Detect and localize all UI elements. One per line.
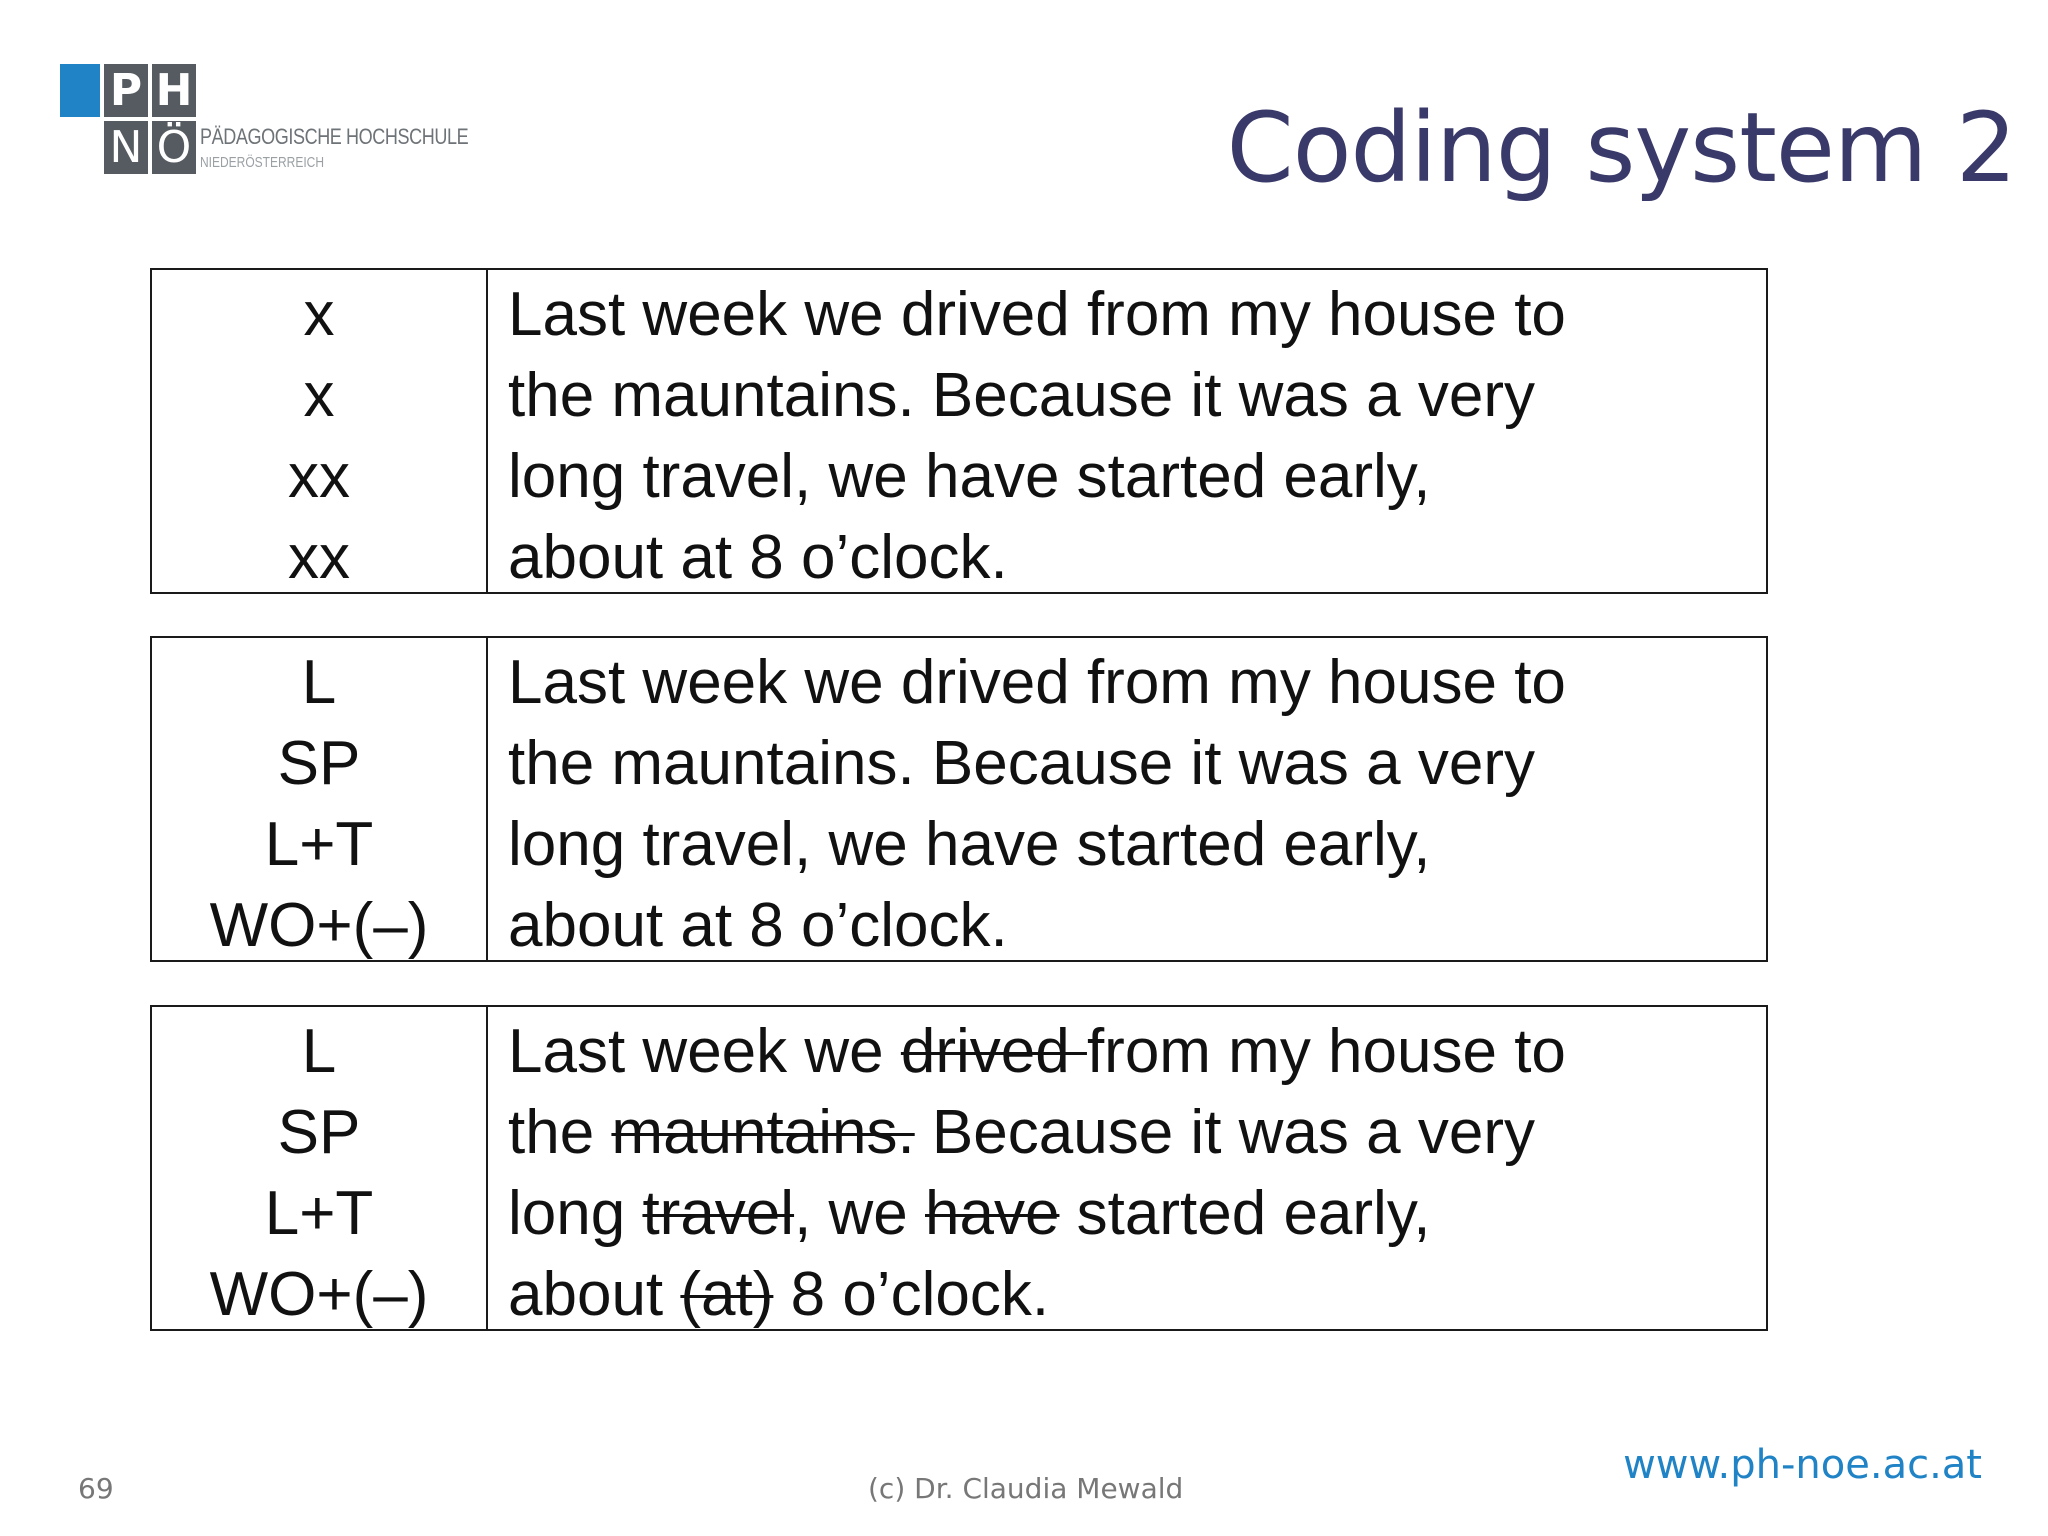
text-line: about at 8 o’clock. [508,523,1008,592]
code-label: WO+(–) [209,891,429,960]
corrected-line [508,1254,1566,1335]
text-line: Last week we drived from my house to [508,648,1566,717]
text-segment: Because it was a very [914,1098,1535,1167]
text-segment: , we [794,1179,925,1248]
logo-mark [60,64,200,184]
text-segment: the [508,1098,612,1167]
corrected-line [508,1011,1566,1092]
text-segment: started early, [1059,1179,1431,1248]
struck-word: travel [642,1179,795,1248]
text-line: long travel, we have started early, [508,442,1431,511]
code-label: WO+(–) [209,1260,429,1329]
code-label: L+T [264,1179,374,1248]
code-label: L [301,1017,337,1086]
text-line: about at 8 o’clock. [508,891,1008,960]
coding-table-3 [150,1005,1768,1331]
text-line: the mauntains. Because it was a very [508,729,1535,798]
struck-word: mauntains. [611,1098,915,1167]
logo-letter-p: P [104,64,148,117]
text-segment: long [508,1179,643,1248]
text-column [488,1007,1566,1329]
logo-line-2: NIEDERÖSTERREICH [200,154,325,171]
code-column [152,1007,488,1329]
footer-copyright: (c) Dr. Claudia Mewald [868,1472,1184,1505]
code-column [152,270,488,592]
code-label: L+T [264,810,374,879]
struck-word: (at) [680,1260,774,1329]
logo-blue-block [60,64,100,117]
logo-letter-n: N [104,121,148,174]
footer-url-link[interactable]: www.ph-noe.ac.at [1623,1442,1982,1488]
coding-table-2 [150,636,1768,962]
code-label: SP [277,729,361,798]
code-label: x [303,361,335,430]
text-column [488,270,1566,592]
logo-wordmark [200,124,527,171]
code-label: xx [288,442,350,511]
code-label: xx [288,523,350,592]
text-segment: Last week we [508,1017,901,1086]
text-segment: about [508,1260,681,1329]
text-segment: from my house to [1086,1017,1566,1086]
struck-word: have [925,1179,1060,1248]
text-line: Last week we drived from my house to [508,280,1566,349]
struck-word: drived [900,1017,1087,1086]
coding-table-1 [150,268,1768,594]
logo-letter-h: H [152,64,196,117]
text-column [488,638,1566,960]
code-label: x [303,280,335,349]
corrected-line [508,1092,1566,1173]
logo-letter-o: Ö [152,121,196,174]
text-line: long travel, we have started early, [508,810,1431,879]
code-label: L [301,648,337,717]
text-segment: 8 o’clock. [773,1260,1050,1329]
code-column [152,638,488,960]
code-label: SP [277,1098,361,1167]
text-line: the mauntains. Because it was a very [508,361,1535,430]
slide-title: Coding system 2 [1226,92,2016,204]
corrected-line [508,1173,1566,1254]
ph-noe-logo [60,64,469,184]
slide-number: 69 [78,1472,114,1505]
logo-line-1: PÄDAGOGISCHE HOCHSCHULE [200,124,469,149]
